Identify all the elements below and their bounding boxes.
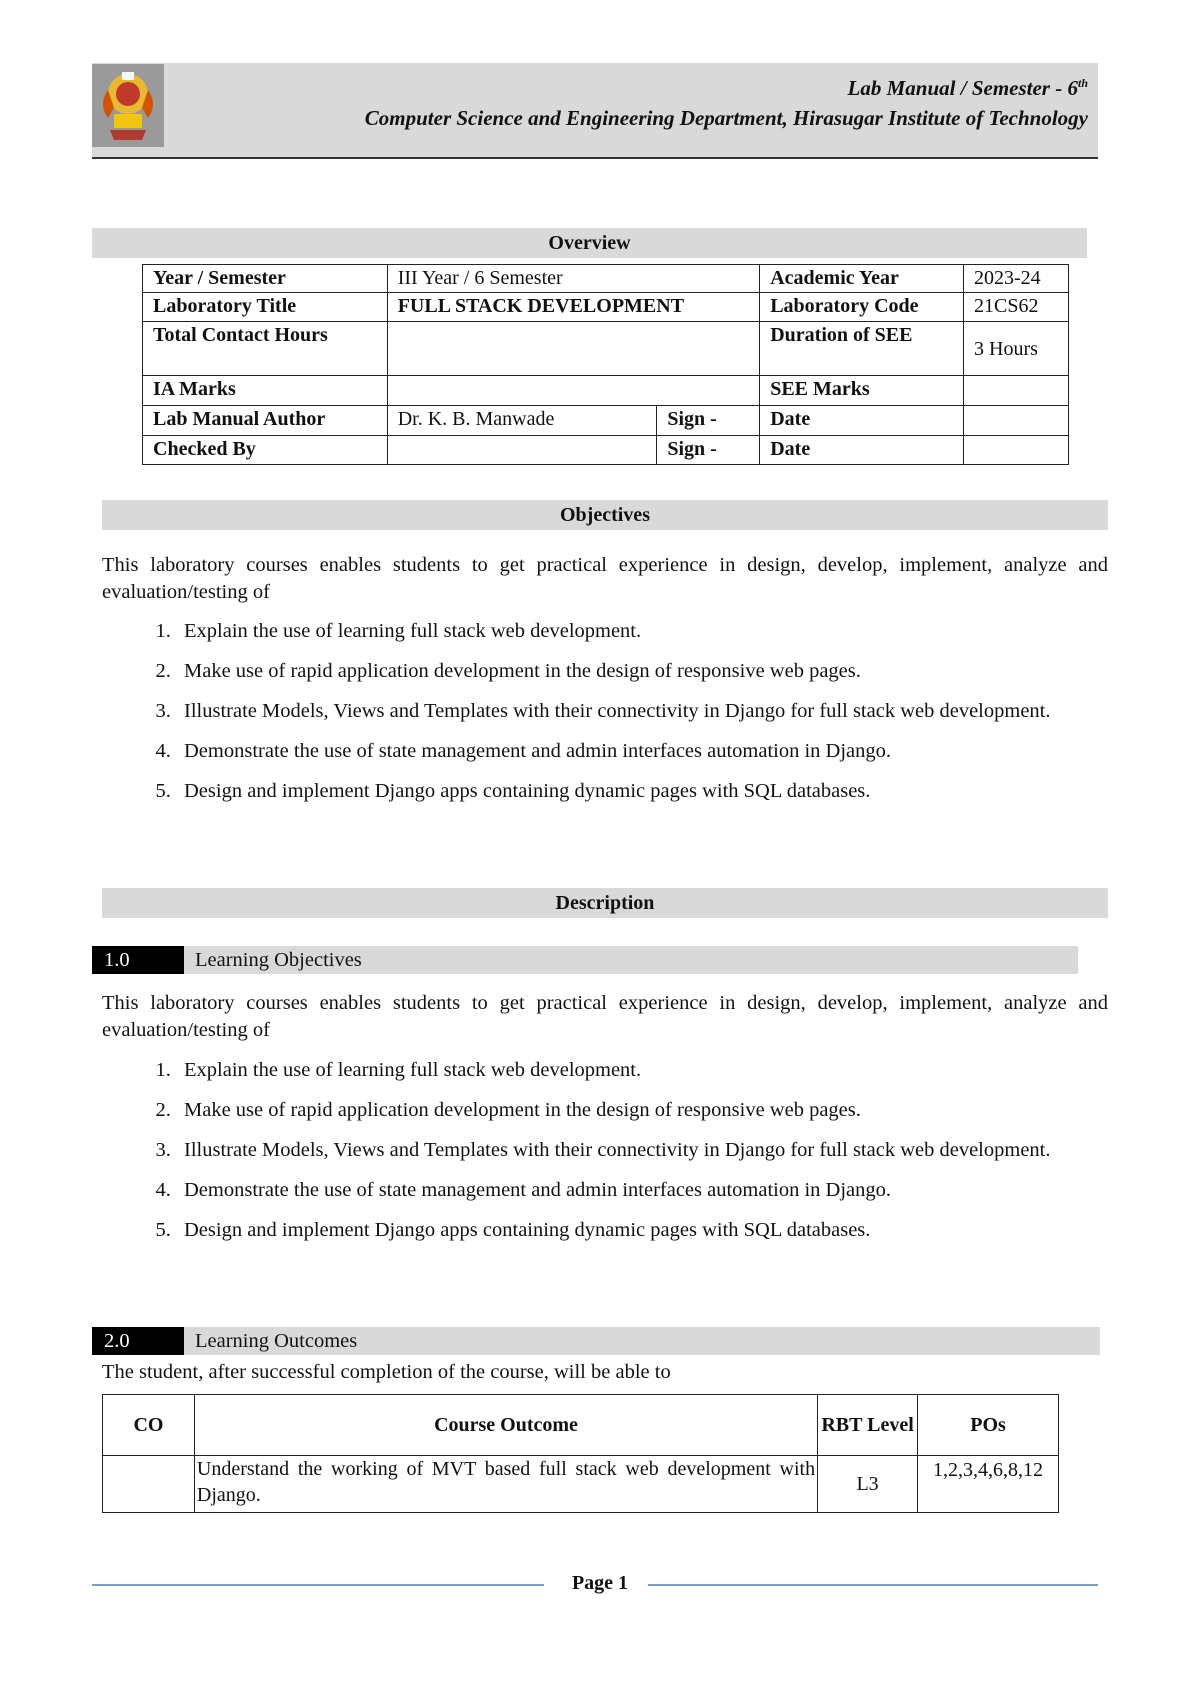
- see-marks-label: SEE Marks: [760, 376, 964, 406]
- section-learning-objectives: [92, 946, 1078, 974]
- course-outcome-table: [102, 1394, 1059, 1513]
- list-item: 2. Make use of rapid application development in the design of responsive web pages.: [176, 1097, 1146, 1124]
- year-label: Year / Semester: [143, 265, 388, 293]
- section-title: Learning Outcomes: [195, 1330, 358, 1352]
- contact-hours-label: Total Contact Hours: [143, 322, 388, 376]
- ia-marks-value: [387, 376, 760, 406]
- objectives-list: [138, 618, 1146, 818]
- section-title: Learning Objectives: [195, 949, 362, 971]
- objectives-intro: This laboratory courses enables students to get practical experience in design, develop, implement, analyze and evaluation/testing of: [102, 554, 1108, 603]
- col-header-pos: POs: [918, 1395, 1059, 1456]
- lab-code-value: 21CS62: [964, 293, 1069, 322]
- author-date-value: [964, 406, 1069, 436]
- year-value: III Year / 6 Semester: [387, 265, 760, 293]
- lab-code-label: Laboratory Code: [760, 293, 964, 322]
- author-label: Lab Manual Author: [143, 406, 388, 436]
- list-item: 5. Design and implement Django apps containing dynamic pages with SQL databases.: [176, 778, 1146, 805]
- objectives-heading: Objectives: [102, 500, 1108, 530]
- co-cell: [103, 1456, 195, 1513]
- list-item: 1. Explain the use of learning full stack web development.: [176, 618, 1146, 645]
- pos-cell: 1,2,3,4,6,8,12: [918, 1456, 1059, 1513]
- section-number: 2.0: [92, 1327, 184, 1355]
- checked-date-label: Date: [760, 436, 964, 465]
- list-item: 3. Illustrate Models, Views and Templates with their connectivity in Django for full stack web development.: [176, 1137, 1146, 1164]
- section-number: 1.0: [92, 946, 184, 974]
- list-item: 2. Make use of rapid application development in the design of responsive web pages.: [176, 658, 1146, 685]
- col-header-outcome: Course Outcome: [194, 1395, 817, 1456]
- academic-year-value: 2023-24: [964, 265, 1069, 293]
- lab-title-value: FULL STACK DEVELOPMENT: [387, 293, 760, 322]
- outcome-cell: Understand the working of MVT based full stack web development with Django.: [194, 1456, 817, 1513]
- learning-objectives-intro: This laboratory courses enables students to get practical experience in design, develop, implement, analyze and evaluation/testing of: [102, 992, 1108, 1041]
- section-learning-outcomes: [92, 1327, 1100, 1355]
- contact-hours-value: [387, 322, 760, 376]
- rbt-cell: L3: [818, 1456, 918, 1513]
- col-header-co: CO: [103, 1395, 195, 1456]
- description-heading: Description: [102, 888, 1108, 918]
- page-number: Page 1: [571, 1572, 629, 1594]
- list-item: 5. Design and implement Django apps containing dynamic pages with SQL databases.: [176, 1217, 1146, 1244]
- col-header-rbt: RBT Level: [818, 1395, 918, 1456]
- checked-date-value: [964, 436, 1069, 465]
- header-line-2: Computer Science and Engineering Department, Hirasugar Institute of Technology: [364, 106, 1088, 130]
- academic-year-label: Academic Year: [760, 265, 964, 293]
- list-item: 4. Demonstrate the use of state management and admin interfaces automation in Django.: [176, 1177, 1146, 1204]
- checked-by-value: [387, 436, 657, 465]
- author-value: Dr. K. B. Manwade: [387, 406, 657, 436]
- checked-sign-label: Sign -: [657, 436, 760, 465]
- lab-title-label: Laboratory Title: [143, 293, 388, 322]
- see-marks-value: [964, 376, 1069, 406]
- author-date-label: Date: [760, 406, 964, 436]
- see-duration-label: Duration of SEE: [760, 322, 964, 376]
- checked-by-label: Checked By: [143, 436, 388, 465]
- ia-marks-label: IA Marks: [143, 376, 388, 406]
- college-emblem-icon: [92, 64, 164, 147]
- table-row: [103, 1456, 1059, 1513]
- learning-outcomes-intro: The student, after successful completion of the course, will be able to: [102, 1361, 671, 1383]
- overview-heading: Overview: [92, 228, 1087, 258]
- learning-objectives-list: [138, 1057, 1146, 1257]
- author-sign-label: Sign -: [657, 406, 760, 436]
- see-duration-value: 3 Hours: [964, 322, 1069, 376]
- list-item: 4. Demonstrate the use of state management and admin interfaces automation in Django.: [176, 738, 1146, 765]
- overview-table: [142, 264, 1069, 465]
- list-item: 1. Explain the use of learning full stack web development.: [176, 1057, 1146, 1084]
- list-item: 3. Illustrate Models, Views and Templates with their connectivity in Django for full stack web development.: [176, 698, 1146, 725]
- header-rule: [92, 157, 1098, 159]
- header-line-1: Lab Manual / Semester - 6th: [847, 76, 1088, 100]
